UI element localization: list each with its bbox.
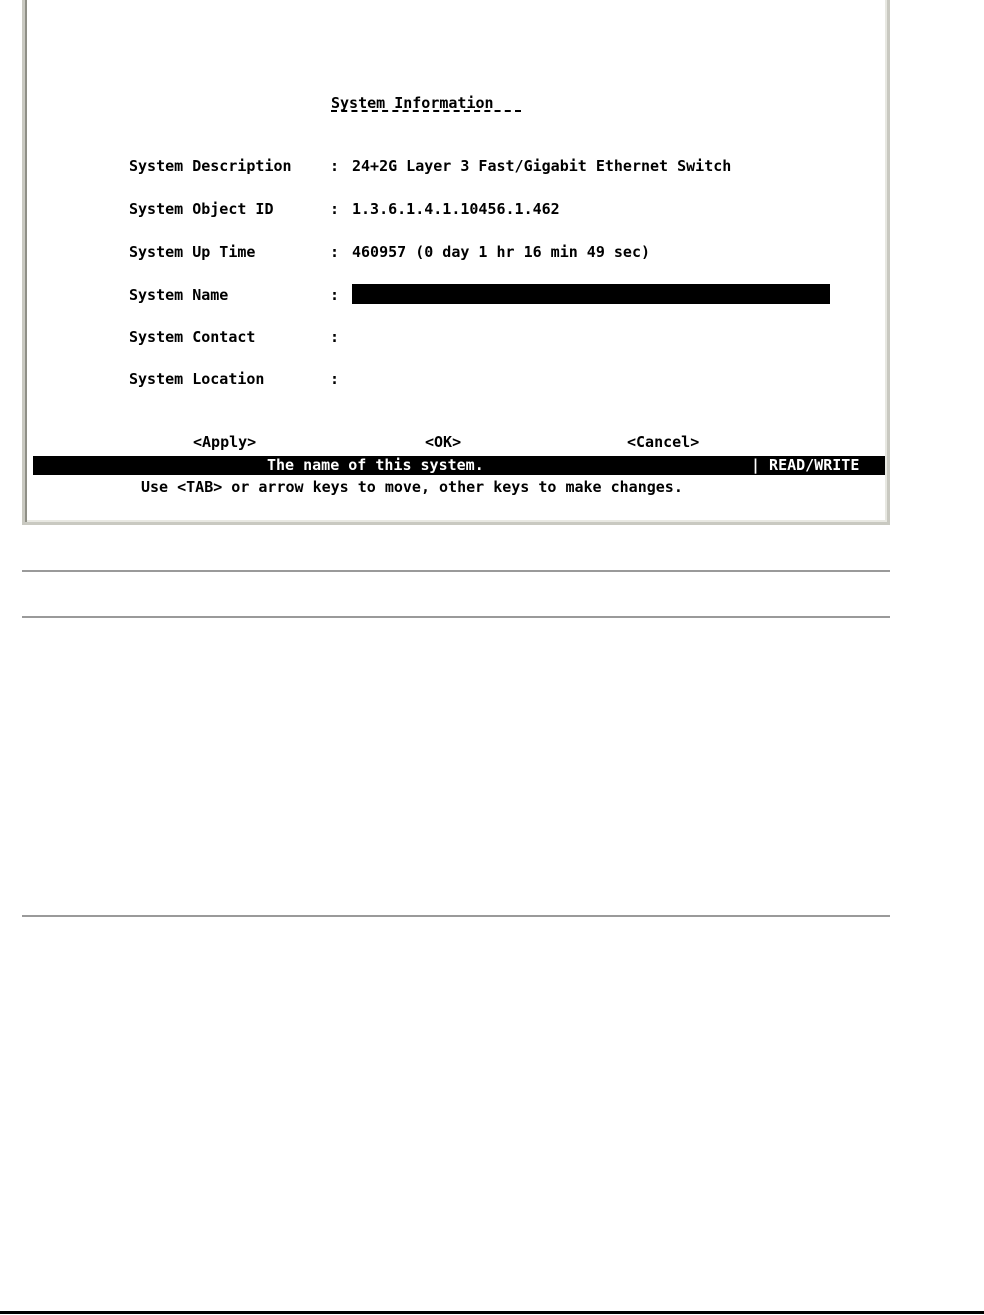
system-object-id-value: 1.3.6.1.4.1.10456.1.462 [352,200,560,218]
field-separator: : [330,328,340,346]
status-bar [33,456,885,475]
page-bottom-rule [0,1311,984,1314]
field-separator: : [330,200,340,218]
system-description-label: System Description [129,157,292,175]
status-message: The name of this system. [267,456,484,474]
apply-button[interactable]: <Apply> [193,433,257,451]
field-separator: : [330,286,340,304]
title-underline [331,110,521,112]
system-contact-label: System Contact [129,328,256,346]
system-up-time-label: System Up Time [129,243,256,261]
field-separator: : [330,243,340,261]
access-mode-indicator: | READ/WRITE [751,456,860,474]
cancel-button[interactable]: <Cancel> [627,433,700,451]
screen-title: System Information [331,94,494,112]
field-separator: : [330,157,340,175]
system-object-id-label: System Object ID [129,200,274,218]
system-name-label: System Name [129,286,229,304]
divider [22,616,890,618]
system-description-value: 24+2G Layer 3 Fast/Gigabit Ethernet Switch [352,157,732,175]
terminal-screen [25,0,887,522]
system-location-label: System Location [129,370,265,388]
ok-button[interactable]: <OK> [425,433,462,451]
divider [22,915,890,917]
system-name-input[interactable] [352,284,830,304]
terminal-window [22,0,890,525]
system-up-time-value: 460957 (0 day 1 hr 16 min 49 sec) [352,243,651,261]
field-separator: : [330,370,340,388]
divider [22,570,890,572]
help-line: Use <TAB> or arrow keys to move, other keys to make changes. [141,478,683,496]
